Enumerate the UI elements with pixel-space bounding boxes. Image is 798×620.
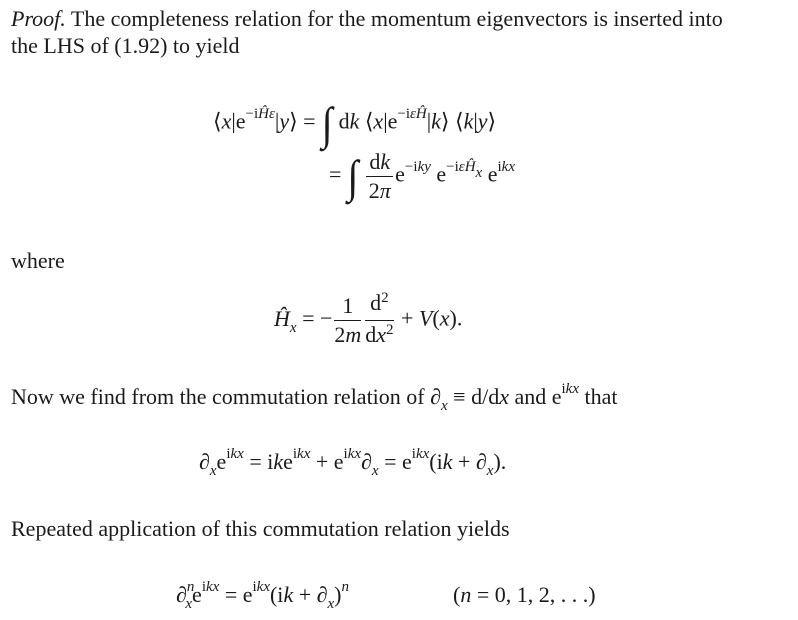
where-text: where <box>11 248 65 273</box>
now-that: that <box>584 384 618 409</box>
equation-1-line-1: $⟨x|e^{-iĤ\varepsilon}|y⟩$ = ∫ dk $⟨x|e^{-i\varepsilon Ĥ}|k⟩$ ⟨k|y⟩ <box>213 97 497 150</box>
repeated-paragraph: Repeated application of this commutation relation yields <box>11 516 510 541</box>
equation-1-line-2: = ∫ $\frac{dk}{2\pi}$ $e^{-iky}$ $e^{-i\varepsilon Ĥx}$ $e^{ikx}$ <box>329 149 515 203</box>
proof-paragraph-line1 <box>11 4 723 34</box>
now-text: Now we find from the commutation relation of <box>11 384 425 409</box>
now-paragraph: Now we find from the commutation relation of $\partial_x \equiv d/dx$ and $e^{ikx}$ that <box>11 381 618 414</box>
equation-4-condition: (n = 0, 1, 2, . . .) <box>453 582 596 607</box>
now-and: and <box>514 384 547 409</box>
proof-label: Proof. <box>11 6 66 31</box>
proof-line1-text: The completeness relation for the momentum eigenvectors is inserted into <box>65 6 723 31</box>
proof-paragraph-line2: the LHS of (1.92) to yield <box>11 33 240 58</box>
equation-4: $\partial^n_xe^{ikx} = e^{ikx}(ik + \partial_x)^n$ <box>176 579 349 612</box>
equation-3: $\partial_xe^{ikx} = ike^{ikx} + e^{ikx}\partial_x = e^{ikx}(ik + \partial_x)$. <box>199 446 507 479</box>
equation-2: $Ĥ_x$ = − $\frac{1}{2m}$ $\frac{d^2}{dx^2}$ + V(x). <box>274 290 463 347</box>
